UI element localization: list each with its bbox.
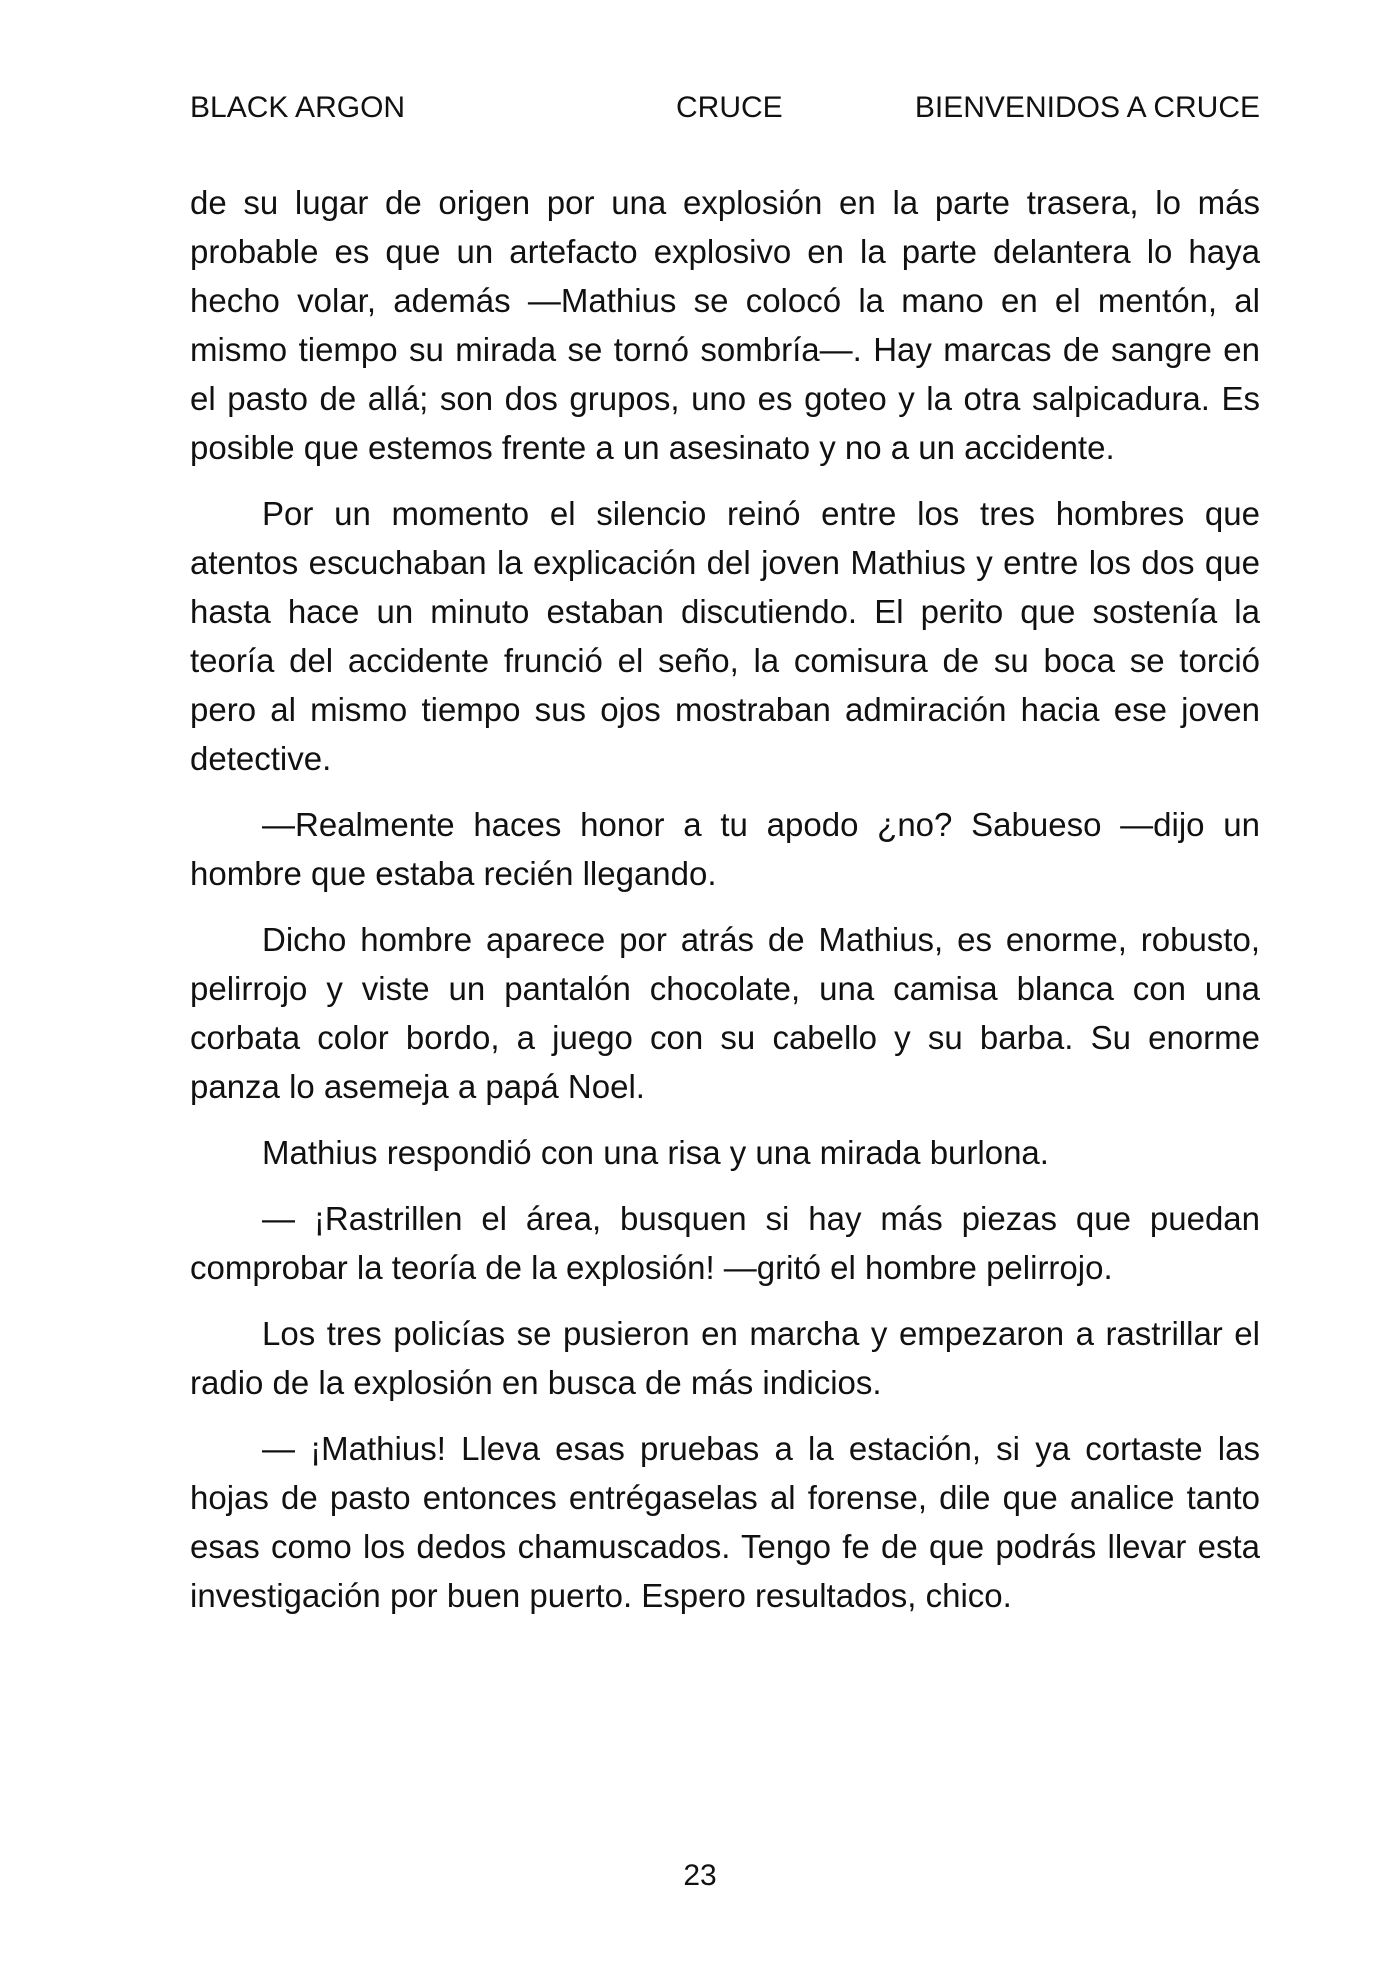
paragraph-1: de su lugar de origen por una explosión en la parte trasera, lo más probable es que un artefacto explosivo en la parte delantera lo haya hecho volar, además —Mathius se colocó la mano en el mentón, al mismo tiempo su mirada se tornó sombría—. Hay marcas de sangre en el pasto de allá; son dos grupos, uno es goteo y la otra salpicadura. Es posible que estemos frente a un asesinato y no a un accidente. bbox=[190, 184, 1260, 466]
body-text bbox=[190, 178, 1260, 1637]
page-number: 23 bbox=[683, 1859, 717, 1892]
header-chapter-title: BIENVENIDOS A CRUCE bbox=[914, 91, 1260, 124]
paragraph-5: Mathius respondió con una risa y una mirada burlona. bbox=[262, 1134, 1049, 1171]
header-book-title: CRUCE bbox=[676, 91, 783, 124]
paragraph-2: Por un momento el silencio reinó entre los tres hombres que atentos escuchaban la explicación del joven Mathius y entre los dos que hasta hace un minuto estaban discutiendo. El perito que sostenía la teoría del accidente frunció el seño, la comisura de su boca se torció pero al mismo tiempo sus ojos mostraban admiración hacia ese joven detective. bbox=[190, 495, 1260, 777]
header-author: BLACK ARGON bbox=[190, 91, 406, 124]
paragraph-3: —Realmente haces honor a tu apodo ¿no? Sabueso —dijo un hombre que estaba recién llegando. bbox=[190, 806, 1260, 892]
paragraph-6: — ¡Rastrillen el área, busquen si hay más piezas que puedan comprobar la teoría de la explosión! —gritó el hombre pelirrojo. bbox=[190, 1200, 1260, 1286]
paragraph-7: Los tres policías se pusieron en marcha y empezaron a rastrillar el radio de la explosión en busca de más indicios. bbox=[190, 1315, 1260, 1401]
paragraph-4: Dicho hombre aparece por atrás de Mathius, es enorme, robusto, pelirrojo y viste un pantalón chocolate, una camisa blanca con una corbata color bordo, a juego con su cabello y su barba. Su enorme panza lo asemeja a papá Noel. bbox=[190, 921, 1260, 1105]
paragraph-8: — ¡Mathius! Lleva esas pruebas a la estación, si ya cortaste las hojas de pasto entonces entrégaselas al forense, dile que analice tanto esas como los dedos chamuscados. Tengo fe de que podrás llevar esta investigación por buen puerto. Espero resultados, chico. bbox=[190, 1430, 1260, 1614]
running-header bbox=[190, 88, 1260, 128]
